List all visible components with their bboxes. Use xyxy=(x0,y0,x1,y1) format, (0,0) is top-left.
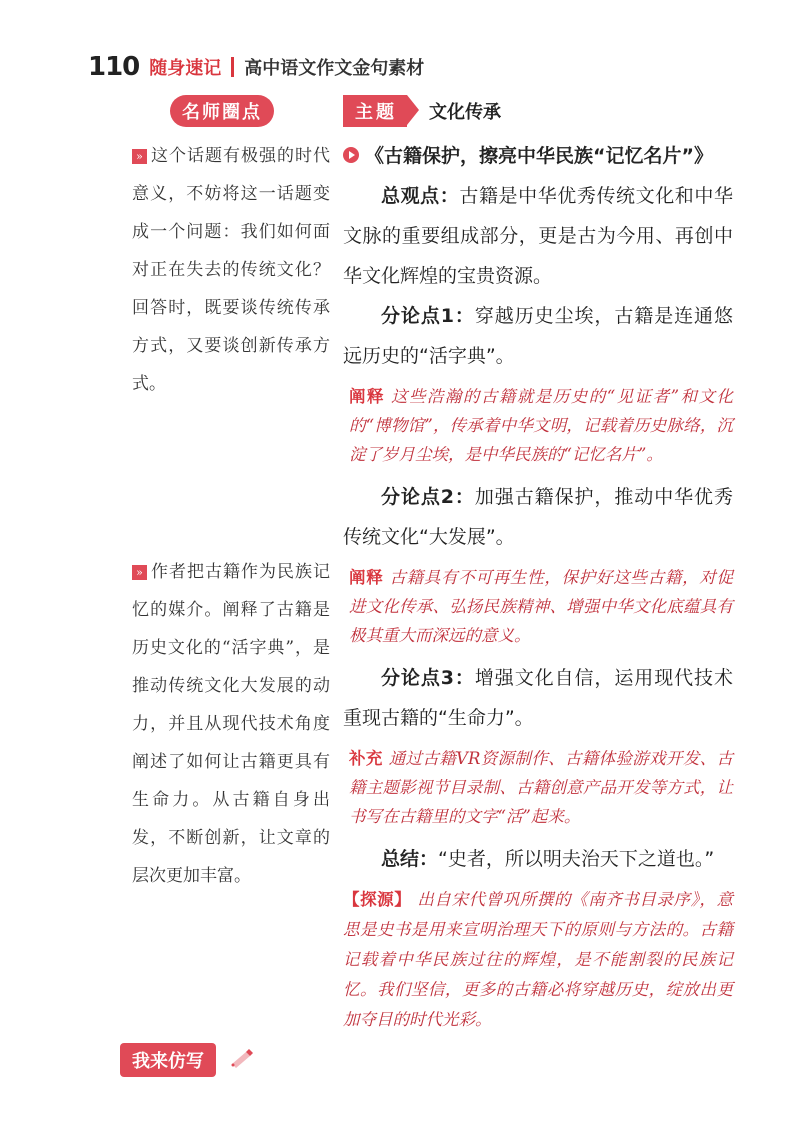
source-note xyxy=(343,885,733,1035)
overall-point xyxy=(343,176,733,296)
page-header xyxy=(88,50,424,84)
sub-point-2 xyxy=(343,477,733,557)
supplement xyxy=(343,744,733,831)
book-title: 高中语文作文金句素材 xyxy=(244,58,425,79)
sub-point-2-label: 分论点2： xyxy=(381,486,475,508)
explanation-2-text: 古籍具有不可再生性，保护好这些古籍，对促进文化传承、弘扬民族精神、增强中华文化底蕴具有极其重大而深远的意义。 xyxy=(349,568,734,645)
article-title xyxy=(343,141,733,168)
supplement-label: 补充 xyxy=(349,749,383,768)
sub-point-1-label: 分论点1： xyxy=(381,305,475,327)
sidebar-note-1-text: 这个话题有极强的时代意义，不妨将这一话题变成一个问题：我们如何面对正在失去的传统文化？回答时，既要谈传统传承方式，又要谈创新传承方式。 xyxy=(132,146,330,394)
sub-point-3-text: 增强文化自信，运用现代技术重现古籍的“生命力”。 xyxy=(343,667,733,729)
pen-icon xyxy=(230,1046,256,1068)
sub-point-3-label: 分论点3： xyxy=(381,667,475,689)
explanation-1 xyxy=(343,382,733,469)
sidebar xyxy=(132,95,330,886)
double-arrow-icon: » xyxy=(132,565,147,580)
header-divider xyxy=(231,57,234,77)
page-number: 110 xyxy=(88,52,140,82)
sub-point-1-text: 穿越历史尘埃，古籍是连通悠远历史的“活字典”。 xyxy=(343,305,733,367)
overall-label: 总观点： xyxy=(381,185,460,207)
explanation-1-text: 这些浩瀚的古籍就是历史的“见证者”和文化的“博物馆”，传承着中华文明，记载着历史脉络，沉淀了岁月尘埃，是中华民族的“记忆名片”。 xyxy=(349,387,734,464)
source-label: 【探源】 xyxy=(343,890,412,909)
source-text: 出自宋代曾巩所撰的《南齐书目录序》，意思是史书是用来宣明治理天下的原则与方法的。古籍记载着中华民族过往的辉煌，是不能割裂的民族记忆。我们坚信，更多的古籍必将穿越历史，绽放出更加夺目的时代光彩。 xyxy=(343,890,734,1029)
topic-tag: 主题 xyxy=(343,95,407,127)
topic-title: 文化传承 xyxy=(429,102,501,123)
sub-point-3 xyxy=(343,658,733,738)
sidebar-note-1 xyxy=(132,137,330,403)
summary-label: 总结： xyxy=(381,848,439,870)
brand-label: 随身速记 xyxy=(149,58,222,79)
main-content xyxy=(343,95,733,1035)
sub-point-2-text: 加强古籍保护，推动中华优秀传统文化“大发展”。 xyxy=(343,486,733,548)
sub-point-1 xyxy=(343,296,733,376)
play-icon xyxy=(343,147,359,163)
double-arrow-icon: » xyxy=(132,149,147,164)
overall-text: 古籍是中华优秀传统文化和中华文脉的重要组成部分，更是古为今用、再创中华文化辉煌的宝贵资源。 xyxy=(343,185,733,287)
supplement-text: 通过古籍VR资源制作、古籍体验游戏开发、古籍主题影视节目录制、古籍创意产品开发等方式，让书写在古籍里的文字“活”起来。 xyxy=(349,749,734,826)
article-title-text: 《古籍保护，擦亮中华民族“记忆名片”》 xyxy=(365,145,713,167)
explanation-1-label: 阐释 xyxy=(349,387,385,406)
explanation-2-label: 阐释 xyxy=(349,568,384,587)
summary xyxy=(343,839,733,879)
summary-text: “史者，所以明夫治天下之道也。” xyxy=(438,848,715,870)
sidebar-note-2 xyxy=(132,553,330,895)
imitate-writing-tag: 我来仿写 xyxy=(120,1043,216,1077)
teacher-notes-tag: 名师圈点 xyxy=(170,95,274,127)
topic-row xyxy=(343,95,733,127)
explanation-2 xyxy=(343,563,733,650)
sidebar-note-2-text: 作者把古籍作为民族记忆的媒介。阐释了古籍是历史文化的“活字典”，是推动传统文化大发展的动力，并且从现代技术角度阐述了如何让古籍更具有生命力。从古籍自身出发，不断创新，让文章的层次更加丰富。 xyxy=(132,562,330,886)
